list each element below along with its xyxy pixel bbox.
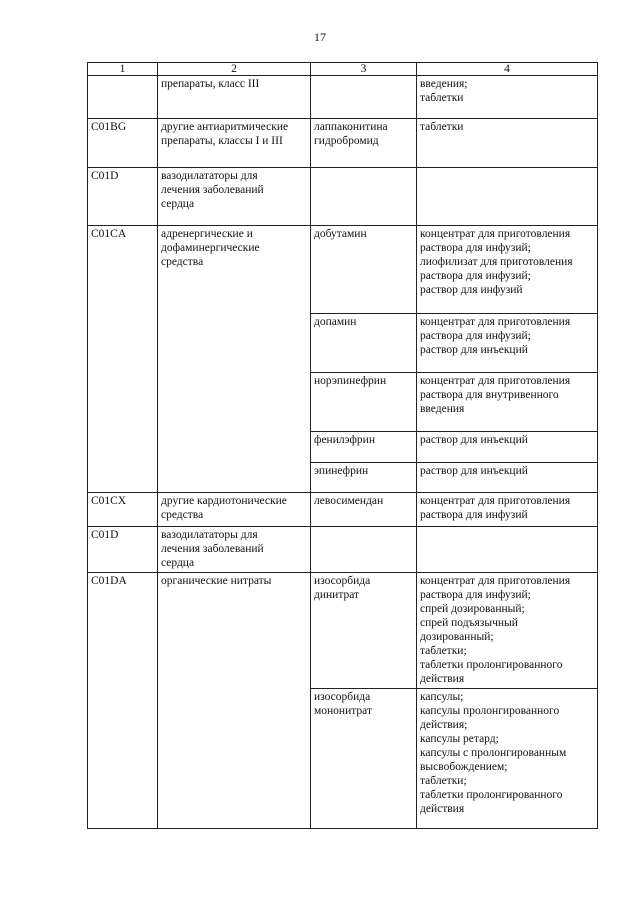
forms-cell-line: капсулы с пролонгированным xyxy=(420,747,567,759)
drug-cell-line: изосорбида xyxy=(314,691,371,703)
group-cell-line: сердца xyxy=(161,557,195,569)
code-cell: C01BG xyxy=(88,119,158,168)
group-cell-line: дофаминергические xyxy=(161,242,260,254)
forms-cell-line: капсулы; xyxy=(420,691,464,703)
code-cell: C01DA xyxy=(88,573,158,829)
forms-cell-line: концентрат для приготовления xyxy=(420,495,571,507)
header-cell: 1 xyxy=(88,63,158,76)
forms-cell-line: концентрат для приготовления xyxy=(420,228,571,240)
drug-cell-line: добутамин xyxy=(314,228,367,240)
table-row xyxy=(88,573,598,689)
forms-cell-line: действия; xyxy=(420,719,468,731)
group-cell xyxy=(158,168,311,226)
forms-cell-line: таблетки пролонгированного xyxy=(420,659,563,671)
forms-cell-line: таблетки; xyxy=(420,645,467,657)
code-cell: C01CA xyxy=(88,226,158,493)
forms-cell-line: действия xyxy=(420,803,465,815)
group-cell-line: средства xyxy=(161,509,204,521)
forms-cell-line: введения xyxy=(420,403,465,415)
forms-cell-line: раствора для инфузий; xyxy=(420,589,531,601)
drug-cell xyxy=(311,314,417,373)
forms-cell-line: спрей подъязычный xyxy=(420,617,518,629)
forms-cell-line: концентрат для приготовления xyxy=(420,375,571,387)
forms-cell-line: лиофилизат для приготовления xyxy=(420,256,573,268)
group-cell xyxy=(158,119,311,168)
code-cell: C01D xyxy=(88,168,158,226)
group-cell xyxy=(158,226,311,493)
group-cell xyxy=(158,493,311,527)
forms-cell-line: капсулы ретард; xyxy=(420,733,499,745)
forms-cell-line: раствора для инфузий; xyxy=(420,270,531,282)
drug-cell xyxy=(311,493,417,527)
forms-cell xyxy=(417,432,598,463)
group-cell-line: препараты, класс III xyxy=(161,78,260,90)
drug-cell-line: левосимендан xyxy=(314,495,384,507)
drug-cell-line: лаппаконитина xyxy=(314,121,388,133)
drug-cell xyxy=(311,226,417,314)
drug-cell xyxy=(311,573,417,689)
drug-cell xyxy=(311,432,417,463)
page-number: 17 xyxy=(314,30,326,44)
forms-cell xyxy=(417,168,598,226)
group-cell-line: лечения заболеваний xyxy=(161,543,264,555)
header-cell: 3 xyxy=(311,63,417,76)
forms-cell-line: капсулы пролонгированного xyxy=(420,705,560,717)
group-cell-line: органические нитраты xyxy=(161,575,272,587)
forms-cell xyxy=(417,119,598,168)
group-cell-line: вазодилататоры для xyxy=(161,529,258,541)
forms-cell-line: раствора для инфузий; xyxy=(420,330,531,342)
group-cell-line: сердца xyxy=(161,198,195,210)
drug-cell xyxy=(311,527,417,573)
drug-cell xyxy=(311,76,417,119)
drug-cell-line: фенилэфрин xyxy=(314,434,375,446)
table-row xyxy=(88,168,598,226)
forms-cell-line: раствор для инфузий xyxy=(420,284,523,296)
forms-cell xyxy=(417,527,598,573)
drug-cell xyxy=(311,463,417,493)
header-cell: 4 xyxy=(417,63,598,76)
drug-cell-line: эпинефрин xyxy=(314,465,369,477)
drug-cell-line: мононитрат xyxy=(314,705,372,717)
forms-cell-line: таблетки пролонгированного xyxy=(420,789,563,801)
drug-cell xyxy=(311,119,417,168)
drug-cell xyxy=(311,168,417,226)
forms-cell-line: действия xyxy=(420,673,465,685)
forms-cell-line: таблетки xyxy=(420,92,464,104)
forms-cell xyxy=(417,493,598,527)
forms-cell-line: раствор для инъекций xyxy=(420,465,528,477)
table-row xyxy=(88,527,598,573)
drug-cell-line: норэпинефрин xyxy=(314,375,387,387)
group-cell-line: средства xyxy=(161,256,204,268)
header-cell: 2 xyxy=(158,63,311,76)
code-cell: C01CX xyxy=(88,493,158,527)
forms-cell-line: введения; xyxy=(420,78,468,90)
forms-cell-line: концентрат для приготовления xyxy=(420,575,571,587)
forms-cell-line: раствор для инъекций xyxy=(420,344,528,356)
group-cell-line: другие антиаритмические xyxy=(161,121,289,133)
table-row xyxy=(88,76,598,119)
group-cell xyxy=(158,76,311,119)
table-row xyxy=(88,119,598,168)
forms-cell-line: таблетки; xyxy=(420,775,467,787)
drug-cell xyxy=(311,373,417,432)
drug-cell-line: гидробромид xyxy=(314,135,379,147)
forms-cell-line: раствора для внутривенного xyxy=(420,389,559,401)
drug-cell-line: изосорбида xyxy=(314,575,371,587)
group-cell-line: другие кардиотонические xyxy=(161,495,287,507)
group-cell-line: вазодилататоры для xyxy=(161,170,258,182)
forms-cell-line: концентрат для приготовления xyxy=(420,316,571,328)
group-cell-line: препараты, классы I и III xyxy=(161,135,283,147)
table-row xyxy=(88,226,598,314)
group-cell xyxy=(158,527,311,573)
forms-cell xyxy=(417,373,598,432)
forms-cell-line: таблетки xyxy=(420,121,464,133)
forms-cell-line: высвобождением; xyxy=(420,761,508,773)
code-cell: C01D xyxy=(88,527,158,573)
drug-table xyxy=(87,62,598,829)
drug-cell xyxy=(311,689,417,829)
group-cell-line: лечения заболеваний xyxy=(161,184,264,196)
forms-cell-line: спрей дозированный; xyxy=(420,603,525,615)
forms-cell xyxy=(417,573,598,689)
forms-cell-line: дозированный; xyxy=(420,631,494,643)
table-row xyxy=(88,493,598,527)
forms-cell xyxy=(417,226,598,314)
forms-cell xyxy=(417,463,598,493)
group-cell-line: адренергические и xyxy=(161,228,253,240)
forms-cell-line: раствор для инъекций xyxy=(420,434,528,446)
code-cell xyxy=(88,76,158,119)
forms-cell xyxy=(417,314,598,373)
forms-cell-line: раствора для инфузий xyxy=(420,509,528,521)
forms-cell xyxy=(417,689,598,829)
drug-cell-line: допамин xyxy=(314,316,357,328)
group-cell xyxy=(158,573,311,829)
header-row xyxy=(88,63,598,76)
drug-cell-line: динитрат xyxy=(314,589,360,601)
forms-cell-line: раствора для инфузий; xyxy=(420,242,531,254)
forms-cell xyxy=(417,76,598,119)
